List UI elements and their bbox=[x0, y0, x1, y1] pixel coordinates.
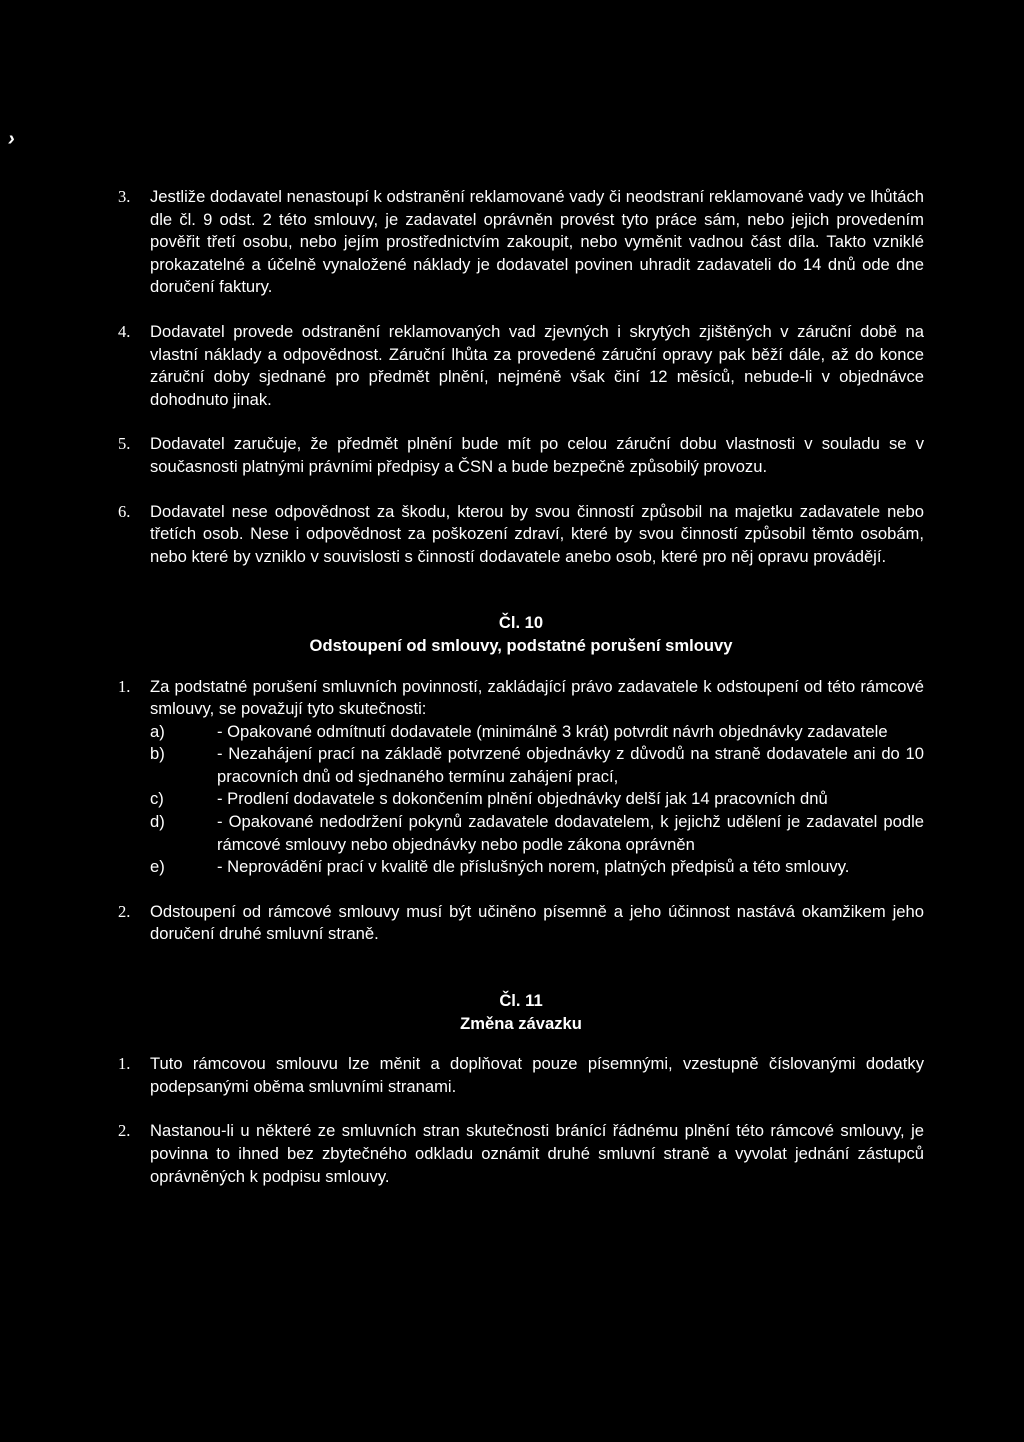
paragraph-number: 1. bbox=[118, 1054, 131, 1074]
list-item-letter: e) bbox=[150, 857, 165, 877]
paragraph-number: 6. bbox=[118, 501, 131, 521]
article-10-heading bbox=[118, 612, 924, 657]
article-number: Čl. 11 bbox=[499, 991, 543, 1011]
paragraph-number: 2. bbox=[118, 901, 131, 921]
list-item bbox=[150, 721, 924, 744]
paragraph-number: 5. bbox=[118, 434, 131, 454]
paragraph-text: Jestliže dodavatel nenastoupí k odstranění reklamované vady či neodstraní reklamované vady ve lhůtách dle čl. 9 odst. 2 této smlouvy, je zadavatel oprávněn provést tyto práce sám, nebo jejich provedením pověřit třetí osobu, nebo jejím prostřednictvím zakoupit, nebo vyměnit vadnou část díla. Takto vzniklé prokazatelné a účelně vynaložené náklady je dodavatel povinen uhradit zadavateli do 14 dnů ode dne doručení faktury. bbox=[150, 187, 924, 297]
list-item-letter: b) bbox=[150, 744, 165, 764]
breach-list bbox=[150, 721, 924, 879]
list-item bbox=[150, 811, 924, 856]
paragraph-text: Dodavatel provede odstranění reklamovaných vad zjevných i skrytých zjištěných v záruční době na vlastní náklady a odpovědnost. Záruční lhůta za provedené záruční opravy pak běží dále, až do konce záruční doby sjednané pro předmět plnění, nejméně však činí 12 měsíců, nebude-li v objednávce dohodnuto jinak. bbox=[150, 321, 924, 409]
paragraph-text: Dodavatel nese odpovědnost za škodu, kterou by svou činností způsobil na majetku zadavatele nebo třetích osob. Nese i odpovědnost za poškození zdraví, které by svou činností způsobil těmto osobám, nebo které by vzniklo v souvislosti s činností dodavatele anebo osob, které pro něj opravu provádějí. bbox=[150, 501, 924, 566]
paragraph-number: 1. bbox=[118, 676, 131, 696]
article-number: Čl. 10 bbox=[498, 613, 544, 633]
paragraph-5 bbox=[118, 433, 924, 478]
paragraph-text: Odstoupení od rámcové smlouvy musí být učiněno písemně a jeho účinnost nastává okamžikem jeho doručení druhé smluvní straně. bbox=[150, 901, 924, 944]
list-item-letter: a) bbox=[150, 721, 165, 741]
article-11-paragraph-2 bbox=[118, 1120, 924, 1188]
paragraph-number: 4. bbox=[118, 321, 131, 341]
paragraph-text: Tuto rámcovou smlouvu lze měnit a doplňovat pouze písemnými, vzestupně číslovanými dodatky podepsanými oběma smluvními stranami. bbox=[150, 1054, 924, 1096]
paragraph-text: Za podstatné porušení smluvních povinností, zakládající právo zadavatele k odstoupení od této rámcové smlouvy, se považují tyto skutečnosti: bbox=[150, 676, 924, 719]
paragraph-text: Dodavatel zaručuje, že předmět plnění bude mít po celou záruční dobu vlastnosti v souladu se v současnosti platnými právními předpisy a ČSN a bude bezpečně způsobilý provozu. bbox=[150, 434, 924, 476]
paragraph-text: Nastanou-li u některé ze smluvních stran skutečnosti bránící řádnému plnění této rámcové smlouvy, je povinna to ihned bez zbytečného odkladu oznámit druhé smluvní straně a vyvolat jednání zástupců oprávněných k podpisu smlouvy. bbox=[150, 1121, 924, 1186]
list-item-text: - Prodlení dodavatele s dokončením plnění objednávky delší jak 14 pracovních dnů bbox=[217, 789, 828, 809]
article-11-heading bbox=[118, 990, 924, 1035]
paragraph-3 bbox=[118, 186, 924, 299]
article-title: Odstoupení od smlouvy, podstatné porušení smlouvy bbox=[309, 635, 733, 655]
list-item-text: - Opakované nedodržení pokynů zadavatele dodavatelem, k jejichž udělení je zadavatel podle rámcové smlouvy nebo objednávky nebo podle zákona oprávněn bbox=[217, 812, 924, 854]
list-item-letter: c) bbox=[150, 789, 164, 809]
document-body bbox=[118, 186, 924, 1210]
article-11-paragraph-1 bbox=[118, 1053, 924, 1098]
article-title: Změna závazku bbox=[460, 1013, 582, 1033]
corner-mark: › bbox=[8, 128, 15, 150]
article-10-paragraph-1 bbox=[118, 676, 924, 879]
list-item bbox=[150, 743, 924, 788]
list-item-letter: d) bbox=[150, 812, 165, 832]
paragraph-number: 3. bbox=[118, 187, 131, 206]
paragraph-6 bbox=[118, 501, 924, 569]
list-item-text: - Opakované odmítnutí dodavatele (minimálně 3 krát) potvrdit návrh objednávky zadavatele bbox=[217, 721, 888, 741]
list-item bbox=[150, 788, 924, 811]
list-item bbox=[150, 856, 924, 879]
article-10-paragraph-2 bbox=[118, 901, 924, 946]
list-item-text: - Nezahájení prací na základě potvrzené objednávky z důvodů na straně dodavatele ani do 10 pracovních dnů od sjednaného termínu zahájení prací, bbox=[217, 744, 924, 786]
paragraph-number: 2. bbox=[118, 1121, 131, 1141]
paragraph-4 bbox=[118, 321, 924, 411]
list-item-text: - Neprovádění prací v kvalitě dle příslušných norem, platných předpisů a této smlouvy. bbox=[217, 857, 850, 877]
